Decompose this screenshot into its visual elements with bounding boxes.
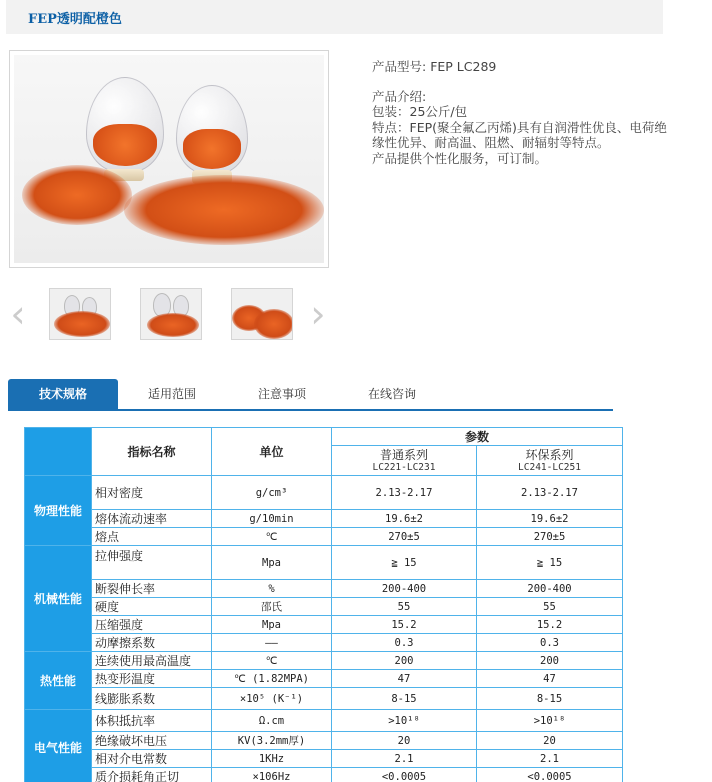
thumbnail-3[interactable]	[231, 288, 293, 340]
row-unit: 1KHz	[212, 750, 332, 768]
row-value-b: >10¹⁸	[477, 710, 623, 732]
category-mechanical: 机械性能	[25, 546, 92, 652]
row-value-a: 2.13-2.17	[332, 476, 477, 510]
row-value-a: 200-400	[332, 580, 477, 598]
spec-table	[24, 427, 623, 782]
row-value-a: 2.1	[332, 750, 477, 768]
product-model	[372, 59, 672, 75]
product-info	[372, 59, 672, 166]
thumbnail-1[interactable]	[49, 288, 111, 340]
row-value-a: 8-15	[332, 688, 477, 710]
row-value-b: 200-400	[477, 580, 623, 598]
row-value-b: ≧ 15	[477, 546, 623, 580]
row-name: 硬度	[92, 598, 212, 616]
row-value-a: 55	[332, 598, 477, 616]
row-name: 熔体流动速率	[92, 510, 212, 528]
series-a-label: 普通系列	[379, 448, 428, 462]
row-value-a: ≧ 15	[332, 546, 477, 580]
header-indicator: 指标名称	[92, 428, 212, 476]
row-value-a: 19.6±2	[332, 510, 477, 528]
row-unit: 邵氏	[212, 598, 332, 616]
table-row	[25, 580, 623, 598]
glass-jar-left	[86, 77, 164, 173]
table-row	[25, 476, 623, 510]
row-unit: ℃ (1.82MPA)	[212, 670, 332, 688]
table-row	[25, 688, 623, 710]
row-unit: ——	[212, 634, 332, 652]
row-value-b: 8-15	[477, 688, 623, 710]
row-name: 相对介电常数	[92, 750, 212, 768]
row-unit: Mpa	[212, 616, 332, 634]
tab-tech-specs[interactable]: 技术规格	[8, 379, 118, 410]
header-series-a	[332, 446, 477, 476]
product-features: 特点：FEP(聚全氟乙丙烯)具有自润滑性优良、电荷绝缘性优异、耐高温、阻燃、耐辐射等特点。	[372, 119, 667, 150]
tab-notes[interactable]: 注意事项	[257, 387, 306, 401]
row-value-a: 47	[332, 670, 477, 688]
row-value-a: 270±5	[332, 528, 477, 546]
row-name: 断裂伸长率	[92, 580, 212, 598]
row-unit: KV(3.2mm厚)	[212, 732, 332, 750]
row-name: 线膨胀系数	[92, 688, 212, 710]
pellet-pile-right	[124, 175, 324, 245]
page-title-bar	[6, 0, 663, 34]
row-name: 动摩擦系数	[92, 634, 212, 652]
table-row	[25, 732, 623, 750]
chevron-left-icon[interactable]: ‹	[10, 292, 26, 336]
row-value-b: 2.13-2.17	[477, 476, 623, 510]
header-series-b	[477, 446, 623, 476]
table-row	[25, 652, 623, 670]
row-unit: %	[212, 580, 332, 598]
row-value-a: 15.2	[332, 616, 477, 634]
row-value-a: 20	[332, 732, 477, 750]
row-value-a: 200	[332, 652, 477, 670]
row-value-b: 19.6±2	[477, 510, 623, 528]
series-a-code: LC221-LC231	[372, 462, 436, 473]
chevron-right-icon[interactable]: ›	[310, 292, 326, 336]
row-unit: g/10min	[212, 510, 332, 528]
category-thermal: 热性能	[25, 652, 92, 710]
row-name: 熔点	[92, 528, 212, 546]
page-title: FEP透明配橙色	[28, 12, 122, 27]
row-unit: ×106Hz	[212, 768, 332, 782]
row-value-b: 15.2	[477, 616, 623, 634]
row-unit: g/cm³	[212, 476, 332, 510]
table-row	[25, 710, 623, 732]
series-b-code: LC241-LC251	[518, 462, 581, 473]
row-name: 相对密度	[92, 476, 212, 510]
row-name: 连续使用最高温度	[92, 652, 212, 670]
pellet-pile-left	[22, 165, 132, 225]
table-row	[25, 670, 623, 688]
header-unit: 单位	[212, 428, 332, 476]
row-value-b: <0.0005	[477, 768, 623, 782]
row-value-b: 270±5	[477, 528, 623, 546]
row-value-b: 0.3	[477, 634, 623, 652]
row-unit: Mpa	[212, 546, 332, 580]
row-value-b: 200	[477, 652, 623, 670]
tab-bar	[8, 379, 613, 411]
row-name: 体积抵抗率	[92, 710, 212, 732]
row-name: 绝缘破坏电压	[92, 732, 212, 750]
row-name: 质介损耗角正切	[92, 768, 212, 782]
table-row	[25, 510, 623, 528]
table-row	[25, 616, 623, 634]
row-name: 热变形温度	[92, 670, 212, 688]
product-model-label: 产品型号:	[372, 59, 427, 74]
tab-online-consult[interactable]: 在线咨询	[367, 387, 416, 401]
row-value-a: 0.3	[332, 634, 477, 652]
product-intro-label: 产品介绍:	[372, 88, 427, 104]
table-row	[25, 634, 623, 652]
tab-application-scope[interactable]: 适用范围	[147, 387, 196, 401]
thumbnail-carousel	[6, 288, 336, 342]
table-row	[25, 768, 623, 782]
row-name: 拉伸强度	[92, 546, 212, 580]
glass-jar-right	[176, 85, 248, 175]
table-header-row	[25, 428, 623, 446]
product-service: 产品提供个性化服务，可订制。	[372, 150, 548, 166]
header-params: 参数	[332, 428, 623, 446]
row-unit: ×10⁵ (K⁻¹)	[212, 688, 332, 710]
row-unit: ℃	[212, 528, 332, 546]
row-value-b: 47	[477, 670, 623, 688]
thumbnail-2[interactable]	[140, 288, 202, 340]
product-model-value: FEP LC289	[430, 59, 497, 74]
row-name: 压缩强度	[92, 616, 212, 634]
header-corner	[25, 428, 92, 476]
row-value-b: 55	[477, 598, 623, 616]
row-unit: ℃	[212, 652, 332, 670]
table-row	[25, 546, 623, 580]
product-photo[interactable]	[9, 50, 329, 268]
series-b-label: 环保系列	[525, 448, 574, 462]
category-physical: 物理性能	[25, 476, 92, 546]
product-packaging: 包装：25公斤/包	[372, 104, 468, 119]
category-electrical: 电气性能	[25, 710, 92, 782]
row-value-a: >10¹⁸	[332, 710, 477, 732]
row-value-b: 2.1	[477, 750, 623, 768]
row-value-b: 20	[477, 732, 623, 750]
row-value-a: <0.0005	[332, 768, 477, 782]
row-unit: Ω.cm	[212, 710, 332, 732]
table-row	[25, 598, 623, 616]
table-row	[25, 528, 623, 546]
table-row	[25, 750, 623, 768]
product-photo-image	[14, 55, 324, 263]
